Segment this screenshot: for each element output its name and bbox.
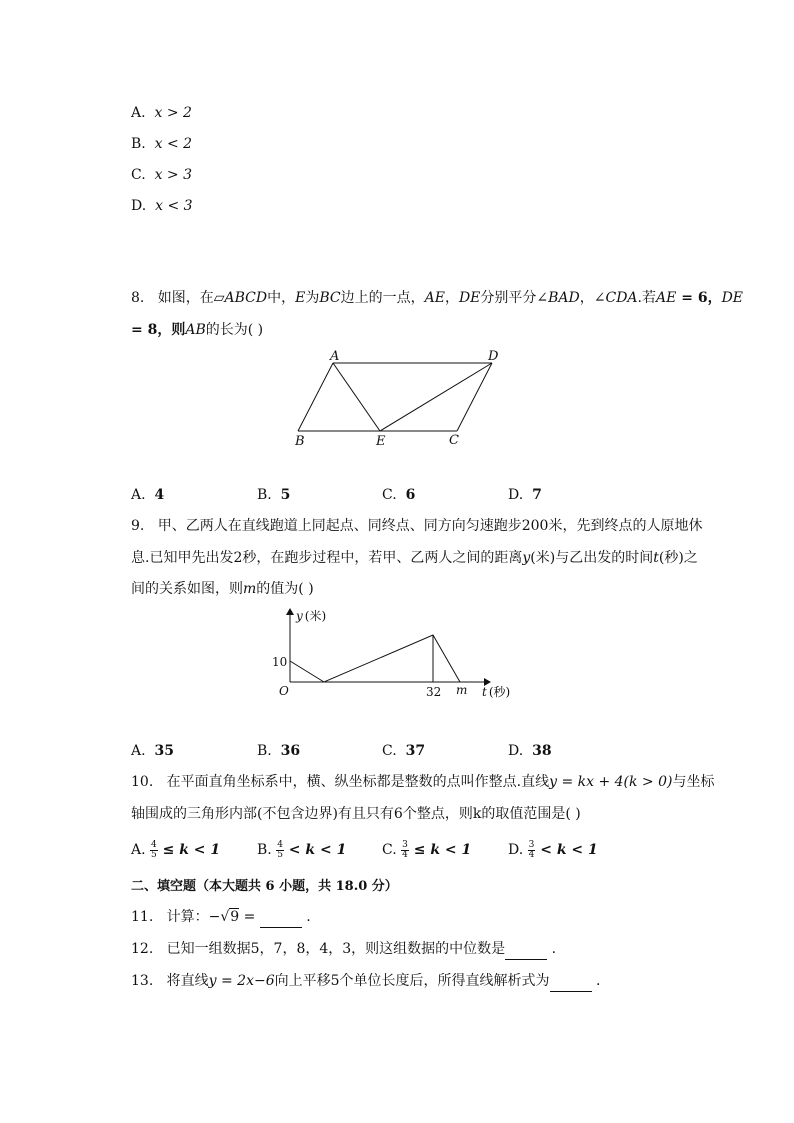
- q9-stem-line-2: 息.已知甲先出发2秒，在跑步过程中，若甲、乙两人之间的距离y(米)与乙出发的时间t(秒)之: [131, 550, 698, 566]
- q8-parallelogram-figure: [290, 345, 510, 450]
- q7-option-b: B. x < 2: [131, 136, 193, 152]
- q9-option-b: B. 36: [257, 743, 301, 759]
- vertex-label-d: D: [488, 349, 499, 364]
- x-tick-32: 32: [426, 685, 442, 699]
- q7-option-d: D. x < 3: [131, 198, 193, 214]
- q8-option-b: B. 5: [257, 487, 291, 503]
- vertex-label-e: E: [376, 434, 386, 449]
- y-tick-10: 10: [272, 655, 288, 669]
- q11-stem: 11. 计算：−√9 = .: [131, 907, 311, 928]
- x-axis-label: t (秒): [482, 685, 511, 699]
- q10-option-b: B. $\frac{4}{5}$ < k < 1: [257, 839, 347, 860]
- segment-ae: [333, 363, 380, 431]
- q10-option-c: C. $\frac{3}{4}$ ≤ k < 1: [382, 839, 472, 860]
- q12-stem: 12. 已知一组数据5，7，8，4，3，则这组数据的中位数是 .: [131, 939, 556, 960]
- distance-curve: [290, 635, 460, 682]
- q10-option-a: A. $\frac{4}{5}$ ≤ k < 1: [131, 839, 221, 860]
- q11-answer-blank[interactable]: [260, 907, 302, 928]
- q9-distance-time-graph: [268, 604, 528, 704]
- q7-option-c: C. x > 3: [131, 167, 193, 183]
- q8-option-c: C. 6: [382, 487, 416, 503]
- question-number: 8.: [131, 290, 145, 306]
- question-number: 13.: [131, 973, 154, 989]
- question-number: 11.: [131, 909, 154, 925]
- q9-stem-line-1: 9. 甲、乙两人在直线跑道上同起点、同终点、同方向匀速跑步200米，先到终点的人原地休: [131, 518, 703, 534]
- question-number: 10.: [131, 774, 154, 790]
- vertex-label-c: C: [449, 433, 459, 448]
- q9-option-c: C. 37: [382, 743, 426, 759]
- q10-option-d: D. $\frac{3}{4}$ < k < 1: [508, 839, 598, 860]
- question-number: 12.: [131, 941, 154, 957]
- q8-stem-line-2: = 8，则AB的长为( ): [131, 322, 264, 338]
- x-tick-m: m: [456, 683, 468, 697]
- q13-answer-blank[interactable]: [550, 971, 592, 992]
- segment-ab: [298, 363, 333, 431]
- question-number: 9.: [131, 518, 145, 534]
- section-heading: 二、填空题（本大题共 6 小题，共 18.0 分）: [131, 879, 398, 894]
- q8-stem-line-1: 8. 如图，在▱ABCD中，E为BC边上的一点，AE，DE分别平分∠BAD，∠CDA.若AE = 6，DE: [131, 290, 744, 306]
- q7-option-a: A. x > 2: [131, 105, 192, 121]
- q10-stem-line-1: 10. 在平面直角坐标系中，横、纵坐标都是整数的点叫作整点.直线y = kx + 4(k > 0)与坐标: [131, 774, 715, 790]
- q9-option-d: D. 38: [508, 743, 552, 759]
- vertex-label-a: A: [330, 349, 340, 364]
- y-axis-label: y (米): [296, 609, 327, 623]
- q10-stem-line-2: 轴围成的三角形内部(不包含边界)有且只有6个整点，则k的取值范围是( ): [131, 806, 581, 822]
- q8-option-a: A. 4: [131, 487, 165, 503]
- q13-stem: 13. 将直线y = 2x−6向上平移5个单位长度后，所得直线解析式为 .: [131, 971, 600, 992]
- origin-label: O: [279, 684, 289, 698]
- vertex-label-b: B: [295, 434, 305, 449]
- q9-stem-line-3: 间的关系如图，则m的值为( ): [131, 581, 314, 597]
- segment-de: [380, 363, 492, 431]
- q9-option-a: A. 35: [131, 743, 174, 759]
- q8-option-d: D. 7: [508, 487, 542, 503]
- q12-answer-blank[interactable]: [505, 939, 547, 960]
